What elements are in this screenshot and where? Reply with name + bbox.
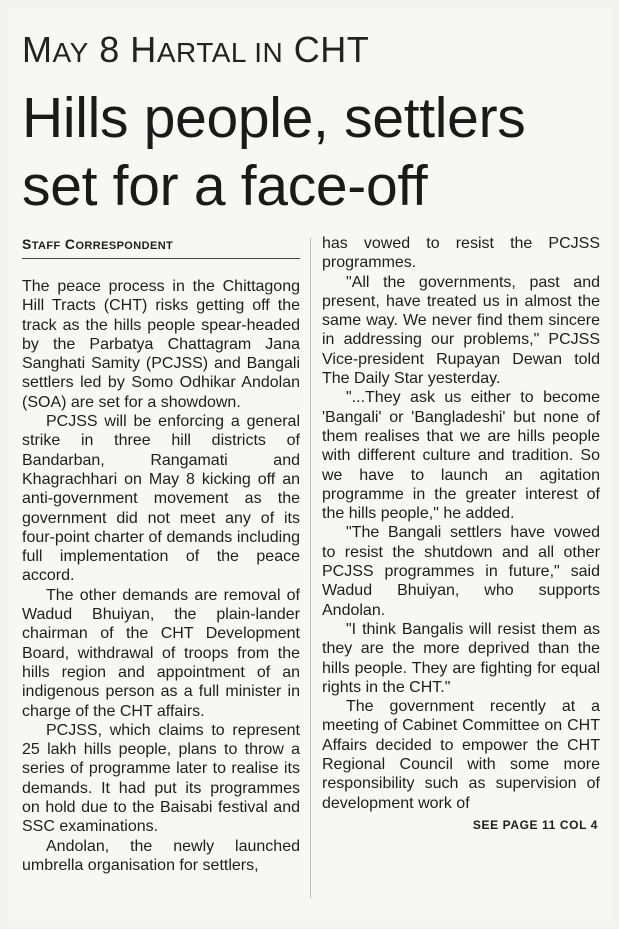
paragraph: "I think Bangalis will resist them as they are the more deprived than the hills people. They are fighting for equal rights in the CHT.": [322, 620, 600, 696]
column-divider: [310, 238, 311, 898]
paragraph: PCJSS, which claims to represent 25 lakh hills people, plans to throw a series of programme later to realise its demands. It had put its programmes on hold due to the Baisabi festival and SSC examinations.: [22, 721, 300, 836]
kicker: MAY 8 HARTAL IN CHT: [22, 29, 370, 70]
paragraph: The peace process in the Chittagong Hill Tracts (CHT) risks getting off the track as the hills people spear-headed by the Parbatya Chattagram Jana Sanghati Samity (PCJSS) and Bangali settlers led by Somo Odhikar Andolan (SOA) are set for a showdown.: [22, 278, 300, 411]
column-2: [322, 234, 600, 835]
paragraph: "...They ask us either to become 'Bangali' or 'Bangladeshi' but none of them realises that we are hills people with different culture and tradition. So we have to launch an agitation programme in the greater interest of the hills people," he added.: [322, 389, 600, 523]
paragraph: PCJSS will be enforcing a general strike in three hill districts of Bandarban, Rangamati and Khagrachhari on May 8 kicking off an anti-government movement as the government did not meet any of its four-point charter of demands including full implementation of the peace accord.: [22, 413, 300, 585]
byline: STAFF CORRESPONDENT: [22, 234, 300, 259]
headline: Hills people, settlers set for a face-off: [22, 86, 526, 218]
paragraph: "All the governments, past and present, have treated us in almost the same way. We never find them sincere in addressing our problems," PCJSS Vice-president Rupayan Dewan told The Daily Star yesterday.: [322, 273, 600, 388]
paragraph: The government recently at a meeting of Cabinet Committee on CHT Affairs decided to empower the CHT Regional Council with some more responsibility such as supervision of development work of: [322, 698, 600, 812]
column-1: [22, 234, 300, 875]
paragraph: The other demands are removal of Wadud Bhuiyan, the plain-lander chairman of the CHT Development Board, withdrawal of troops from the hills region and appointment of an indigenous person as a full minister in charge of the CHT affairs.: [22, 586, 300, 720]
continuation-note: SEE PAGE 11 COL 4: [472, 817, 598, 832]
paragraph: Andolan, the newly launched umbrella organisation for settlers,: [22, 837, 300, 874]
paragraph: "The Bangali settlers have vowed to resist the shutdown and all other PCJSS programmes in future," said Wadud Bhuiyan, who supports Andolan.: [322, 524, 600, 619]
paragraph: has vowed to resist the PCJSS programmes.: [322, 235, 600, 272]
